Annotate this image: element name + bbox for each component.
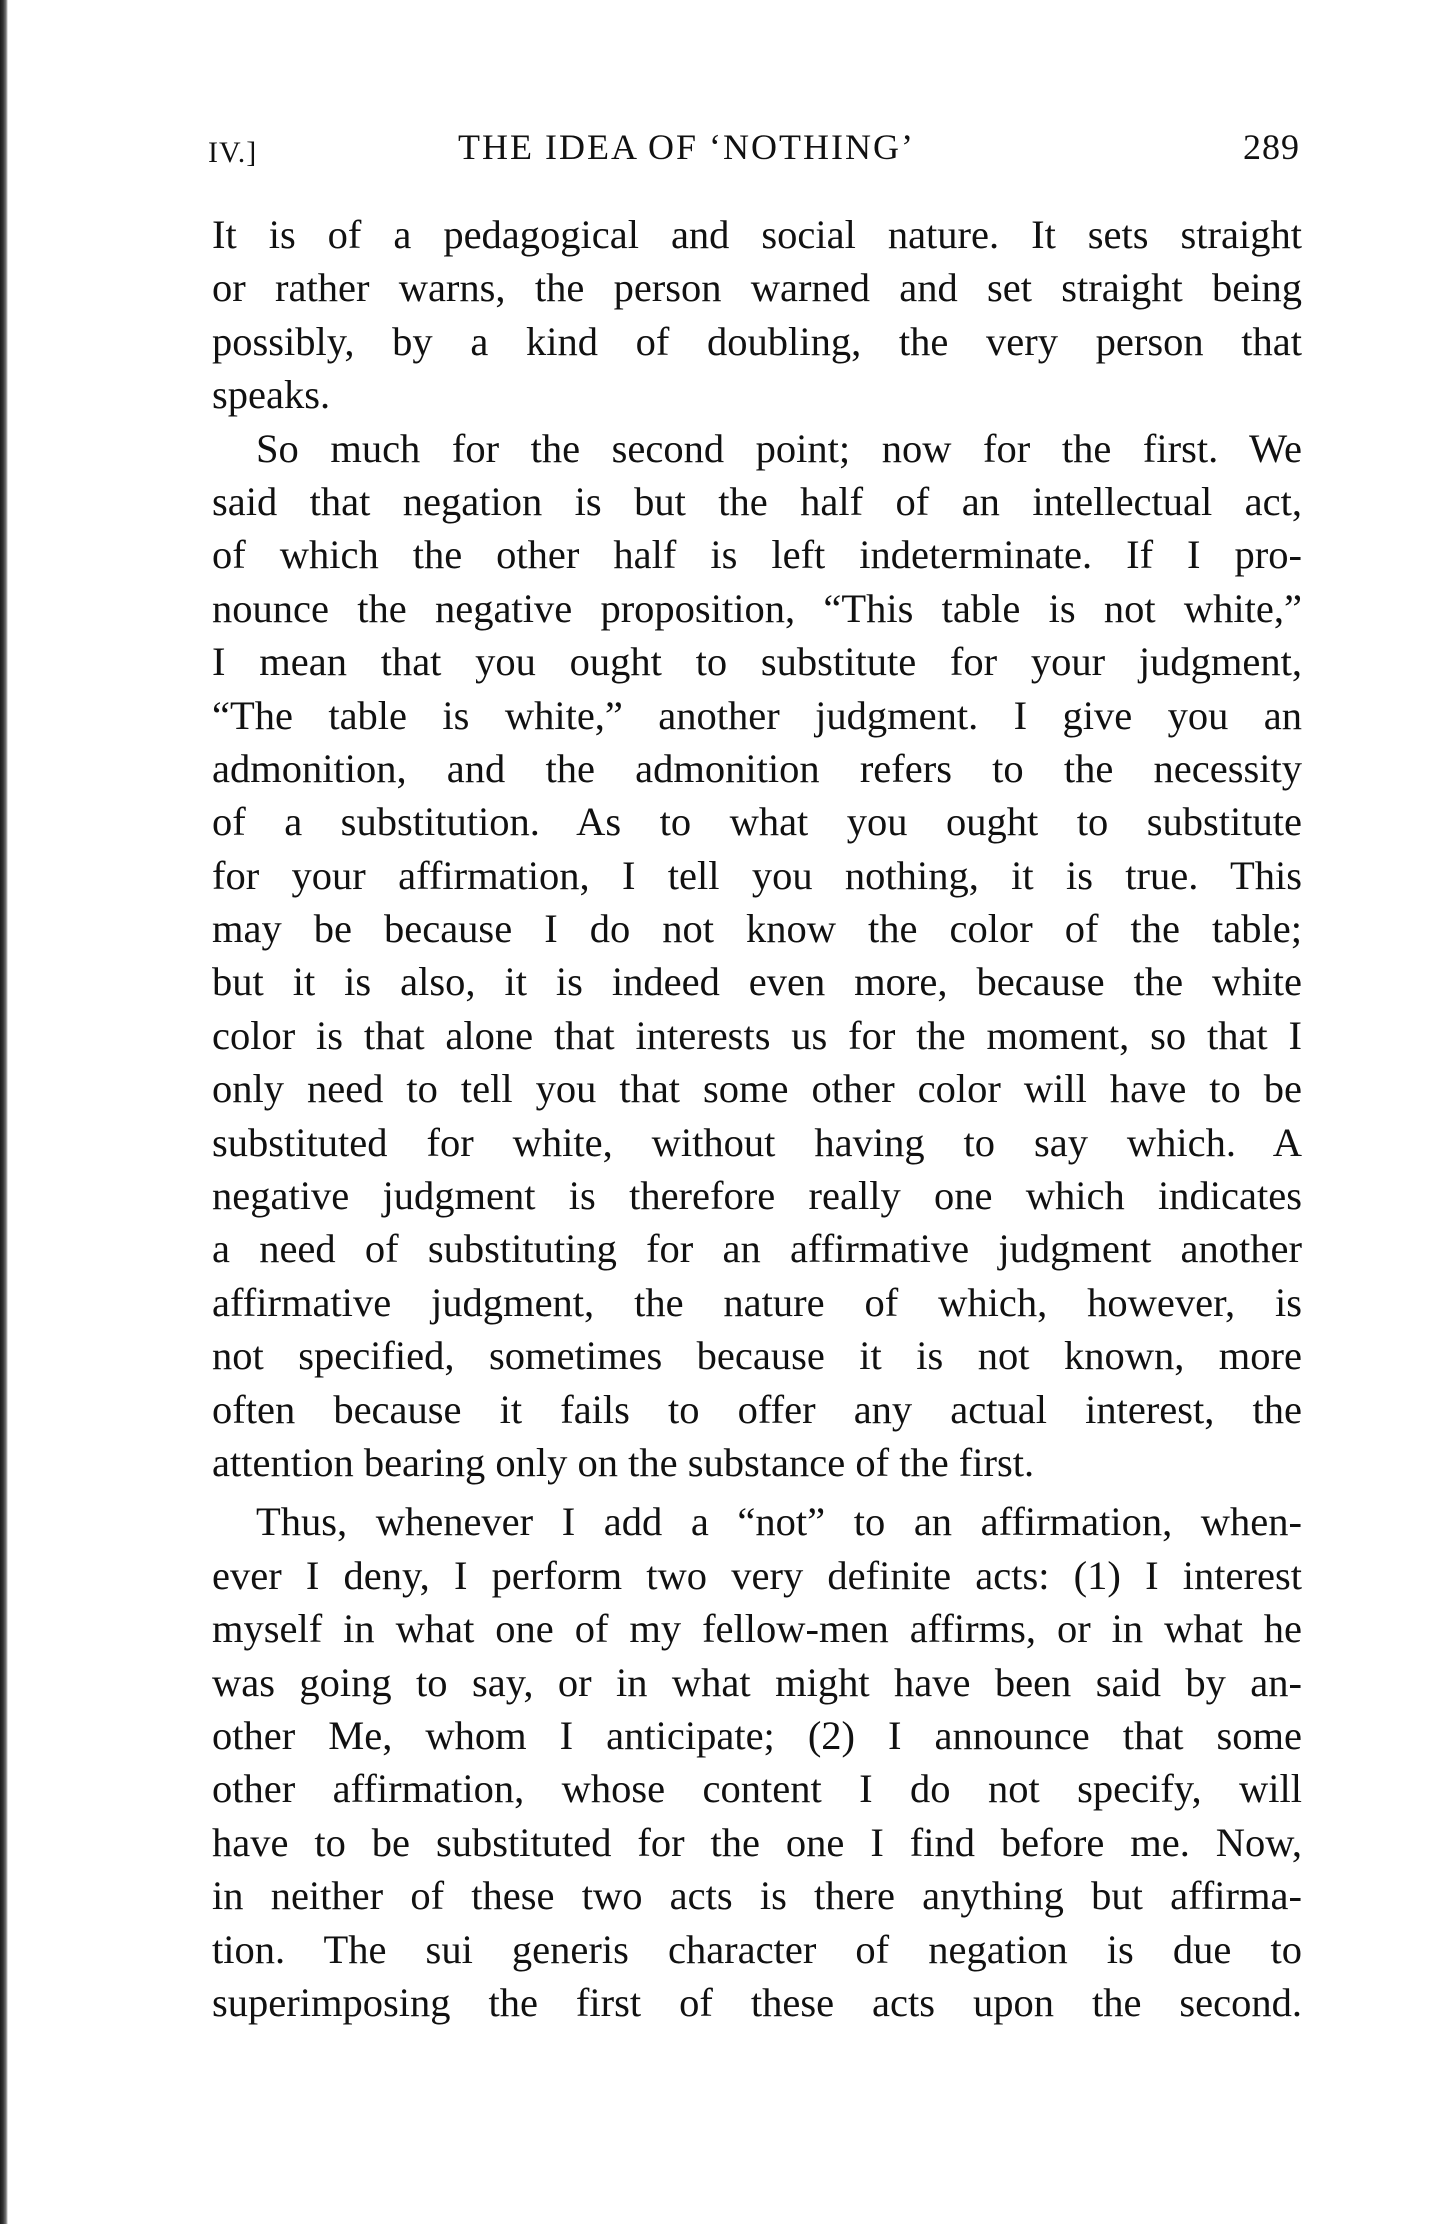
text-line: other affirmation, whose content I do not specify, will xyxy=(212,1766,1302,1812)
text-line: or rather warns, the person warned and set straight being xyxy=(212,265,1302,311)
body-text xyxy=(212,208,1302,2029)
text-line: “The table is white,” another judgment. I give you an xyxy=(212,692,1302,738)
paragraph xyxy=(212,422,1302,1490)
text-line: I mean that you ought to substitute for your judgment, xyxy=(212,639,1302,685)
text-line: It is of a pedagogical and social nature. It sets straight xyxy=(212,212,1302,257)
text-line: nounce the negative proposition, “This table is not white,” xyxy=(212,585,1302,631)
text-line: myself in what one of my fellow-men affirms, or in what he xyxy=(212,1606,1302,1652)
text-line: Thus, whenever I add a “not” to an affirmation, when- xyxy=(256,1499,1302,1545)
text-line: admonition, and the admonition refers to the necessity xyxy=(212,745,1302,791)
text-line: in neither of these two acts is there anything but affirma- xyxy=(212,1873,1302,1919)
text-line: may be because I do not know the color of the table; xyxy=(212,906,1302,952)
text-line: negative judgment is therefore really one which indicates xyxy=(212,1173,1302,1219)
text-line: possibly, by a kind of doubling, the very person that xyxy=(212,318,1302,364)
text-line: but it is also, it is indeed even more, because the white xyxy=(212,959,1302,1005)
text-line: was going to say, or in what might have been said by an- xyxy=(212,1659,1302,1705)
text-line: other Me, whom I anticipate; (2) I announce that some xyxy=(212,1712,1302,1758)
text-line: said that negation is but the half of an intellectual act, xyxy=(212,478,1302,524)
text-line: So much for the second point; now for the first. We xyxy=(256,425,1302,471)
chapter-number: IV.] xyxy=(208,136,258,169)
text-line: speaks. xyxy=(212,372,331,418)
page-binding-edge xyxy=(0,0,8,2224)
text-line: tion. The sui generis character of negation is due to xyxy=(212,1926,1302,1972)
page-number: 289 xyxy=(1243,127,1300,167)
text-line: often because it fails to offer any actual interest, the xyxy=(212,1386,1302,1432)
text-line: ever I deny, I perform two very definite acts: (1) I interest xyxy=(212,1552,1302,1598)
text-line: substituted for white, without having to say which. A xyxy=(212,1119,1302,1165)
text-line: only need to tell you that some other color will have to be xyxy=(212,1066,1302,1112)
text-line: affirmative judgment, the nature of which, however, is xyxy=(212,1279,1302,1325)
chapter-title: THE IDEA OF ‘NOTHING’ xyxy=(458,127,915,167)
text-line: superimposing the first of these acts upon the second. xyxy=(212,1979,1302,2025)
text-line: of which the other half is left indeterminate. If I pro- xyxy=(212,532,1302,578)
paragraph xyxy=(212,1495,1302,2029)
text-line: attention bearing only on the substance of the first. xyxy=(212,1439,1035,1485)
running-head xyxy=(208,126,1300,176)
text-line: color is that alone that interests us for the moment, so that I xyxy=(212,1012,1302,1058)
text-line: have to be substituted for the one I find before me. Now, xyxy=(212,1819,1302,1865)
paragraph xyxy=(212,208,1302,422)
text-line: not specified, sometimes because it is not known, more xyxy=(212,1333,1302,1379)
text-line: of a substitution. As to what you ought to substitute xyxy=(212,799,1302,845)
text-line: for your affirmation, I tell you nothing, it is true. This xyxy=(212,852,1302,898)
text-line: a need of substituting for an affirmative judgment another xyxy=(212,1226,1302,1272)
